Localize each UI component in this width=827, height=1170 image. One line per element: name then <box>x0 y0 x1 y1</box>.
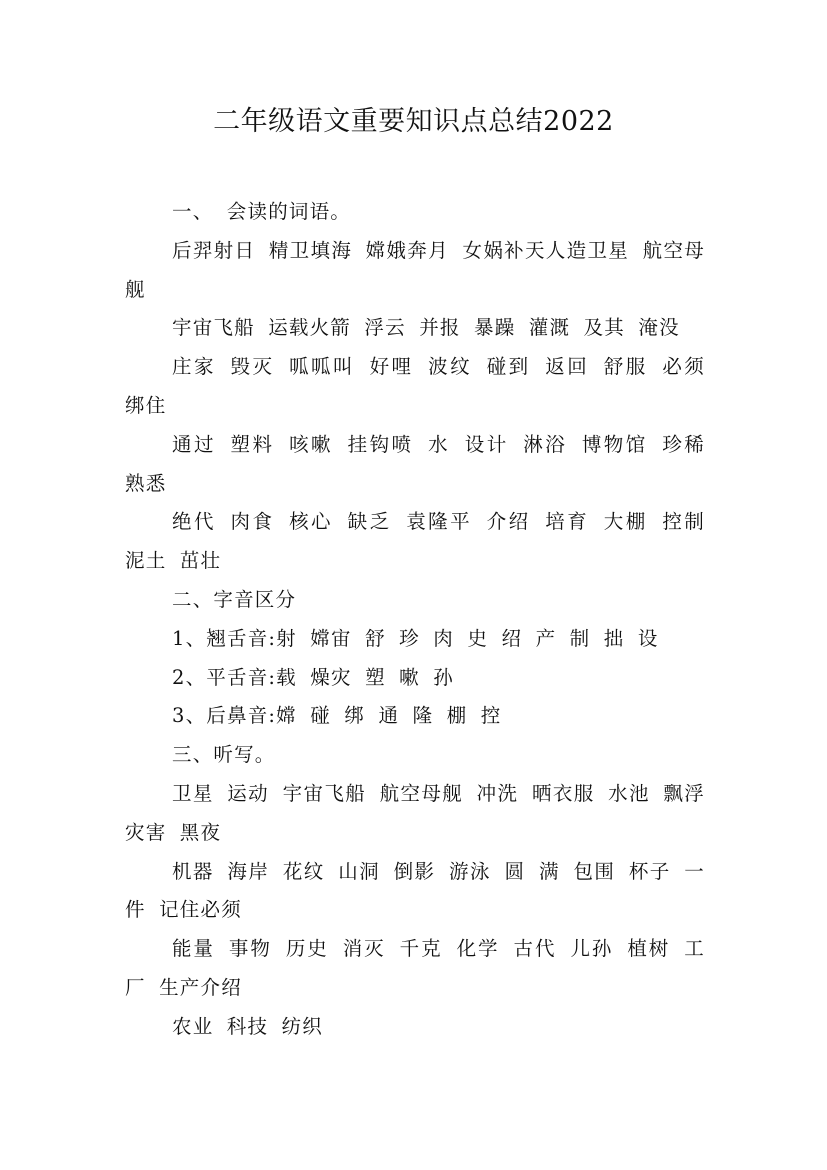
dictation-paragraph: 农业 科技 纺织 <box>172 1014 323 1038</box>
section-heading: 二、字音区分 <box>172 587 297 611</box>
dictation-paragraph: 能量 事物 历史 消灭 千克 化学 古代 儿孙 植树 工厂 生产介绍 <box>125 937 705 999</box>
word-list-paragraph: 庄家 毁灭 呱呱叫 好哩 波纹 碰到 返回 舒服 必须 绑住 <box>125 355 705 417</box>
pronunciation-line: 3、后鼻音:嫦 碰 绑 通 隆 棚 控 <box>172 704 502 728</box>
pronunciation-line: 1、翘舌音:射 嫦宙 舒 珍 肉 史 绍 产 制 拙 设 <box>172 626 659 650</box>
pronunciation-line: 2、平舌音:载 燥灾 塑 嗽 孙 <box>172 665 454 689</box>
word-list-paragraph: 绝代 肉食 核心 缺乏 袁隆平 介绍 培育 大棚 控制 泥土 茁壮 <box>125 510 705 573</box>
word-list-paragraph: 后羿射日 精卫填海 嫦娥奔月 女娲补天人造卫星 航空母舰 <box>125 238 705 301</box>
section-heading: 三、听写。 <box>172 743 276 767</box>
document-title: 二年级语文重要知识点总结2022 <box>213 106 614 137</box>
dictation-paragraph: 机器 海岸 花纹 山洞 倒影 游泳 圆 满 包围 杯子 一件 记住必须 <box>125 859 705 922</box>
word-list-paragraph: 通过 塑料 咳嗽 挂钩喷 水 设计 淋浴 博物馆 珍稀 熟悉 <box>125 432 705 495</box>
dictation-paragraph: 卫星 运动 宇宙飞船 航空母舰 冲洗 晒衣服 水池 飘浮 灾害 黑夜 <box>125 781 705 844</box>
document-body <box>125 193 705 1047</box>
word-list-paragraph: 宇宙飞船 运载火箭 浮云 并报 暴躁 灌溉 及其 淹没 <box>172 316 680 340</box>
section-heading: 一、 会读的词语。 <box>172 200 351 223</box>
